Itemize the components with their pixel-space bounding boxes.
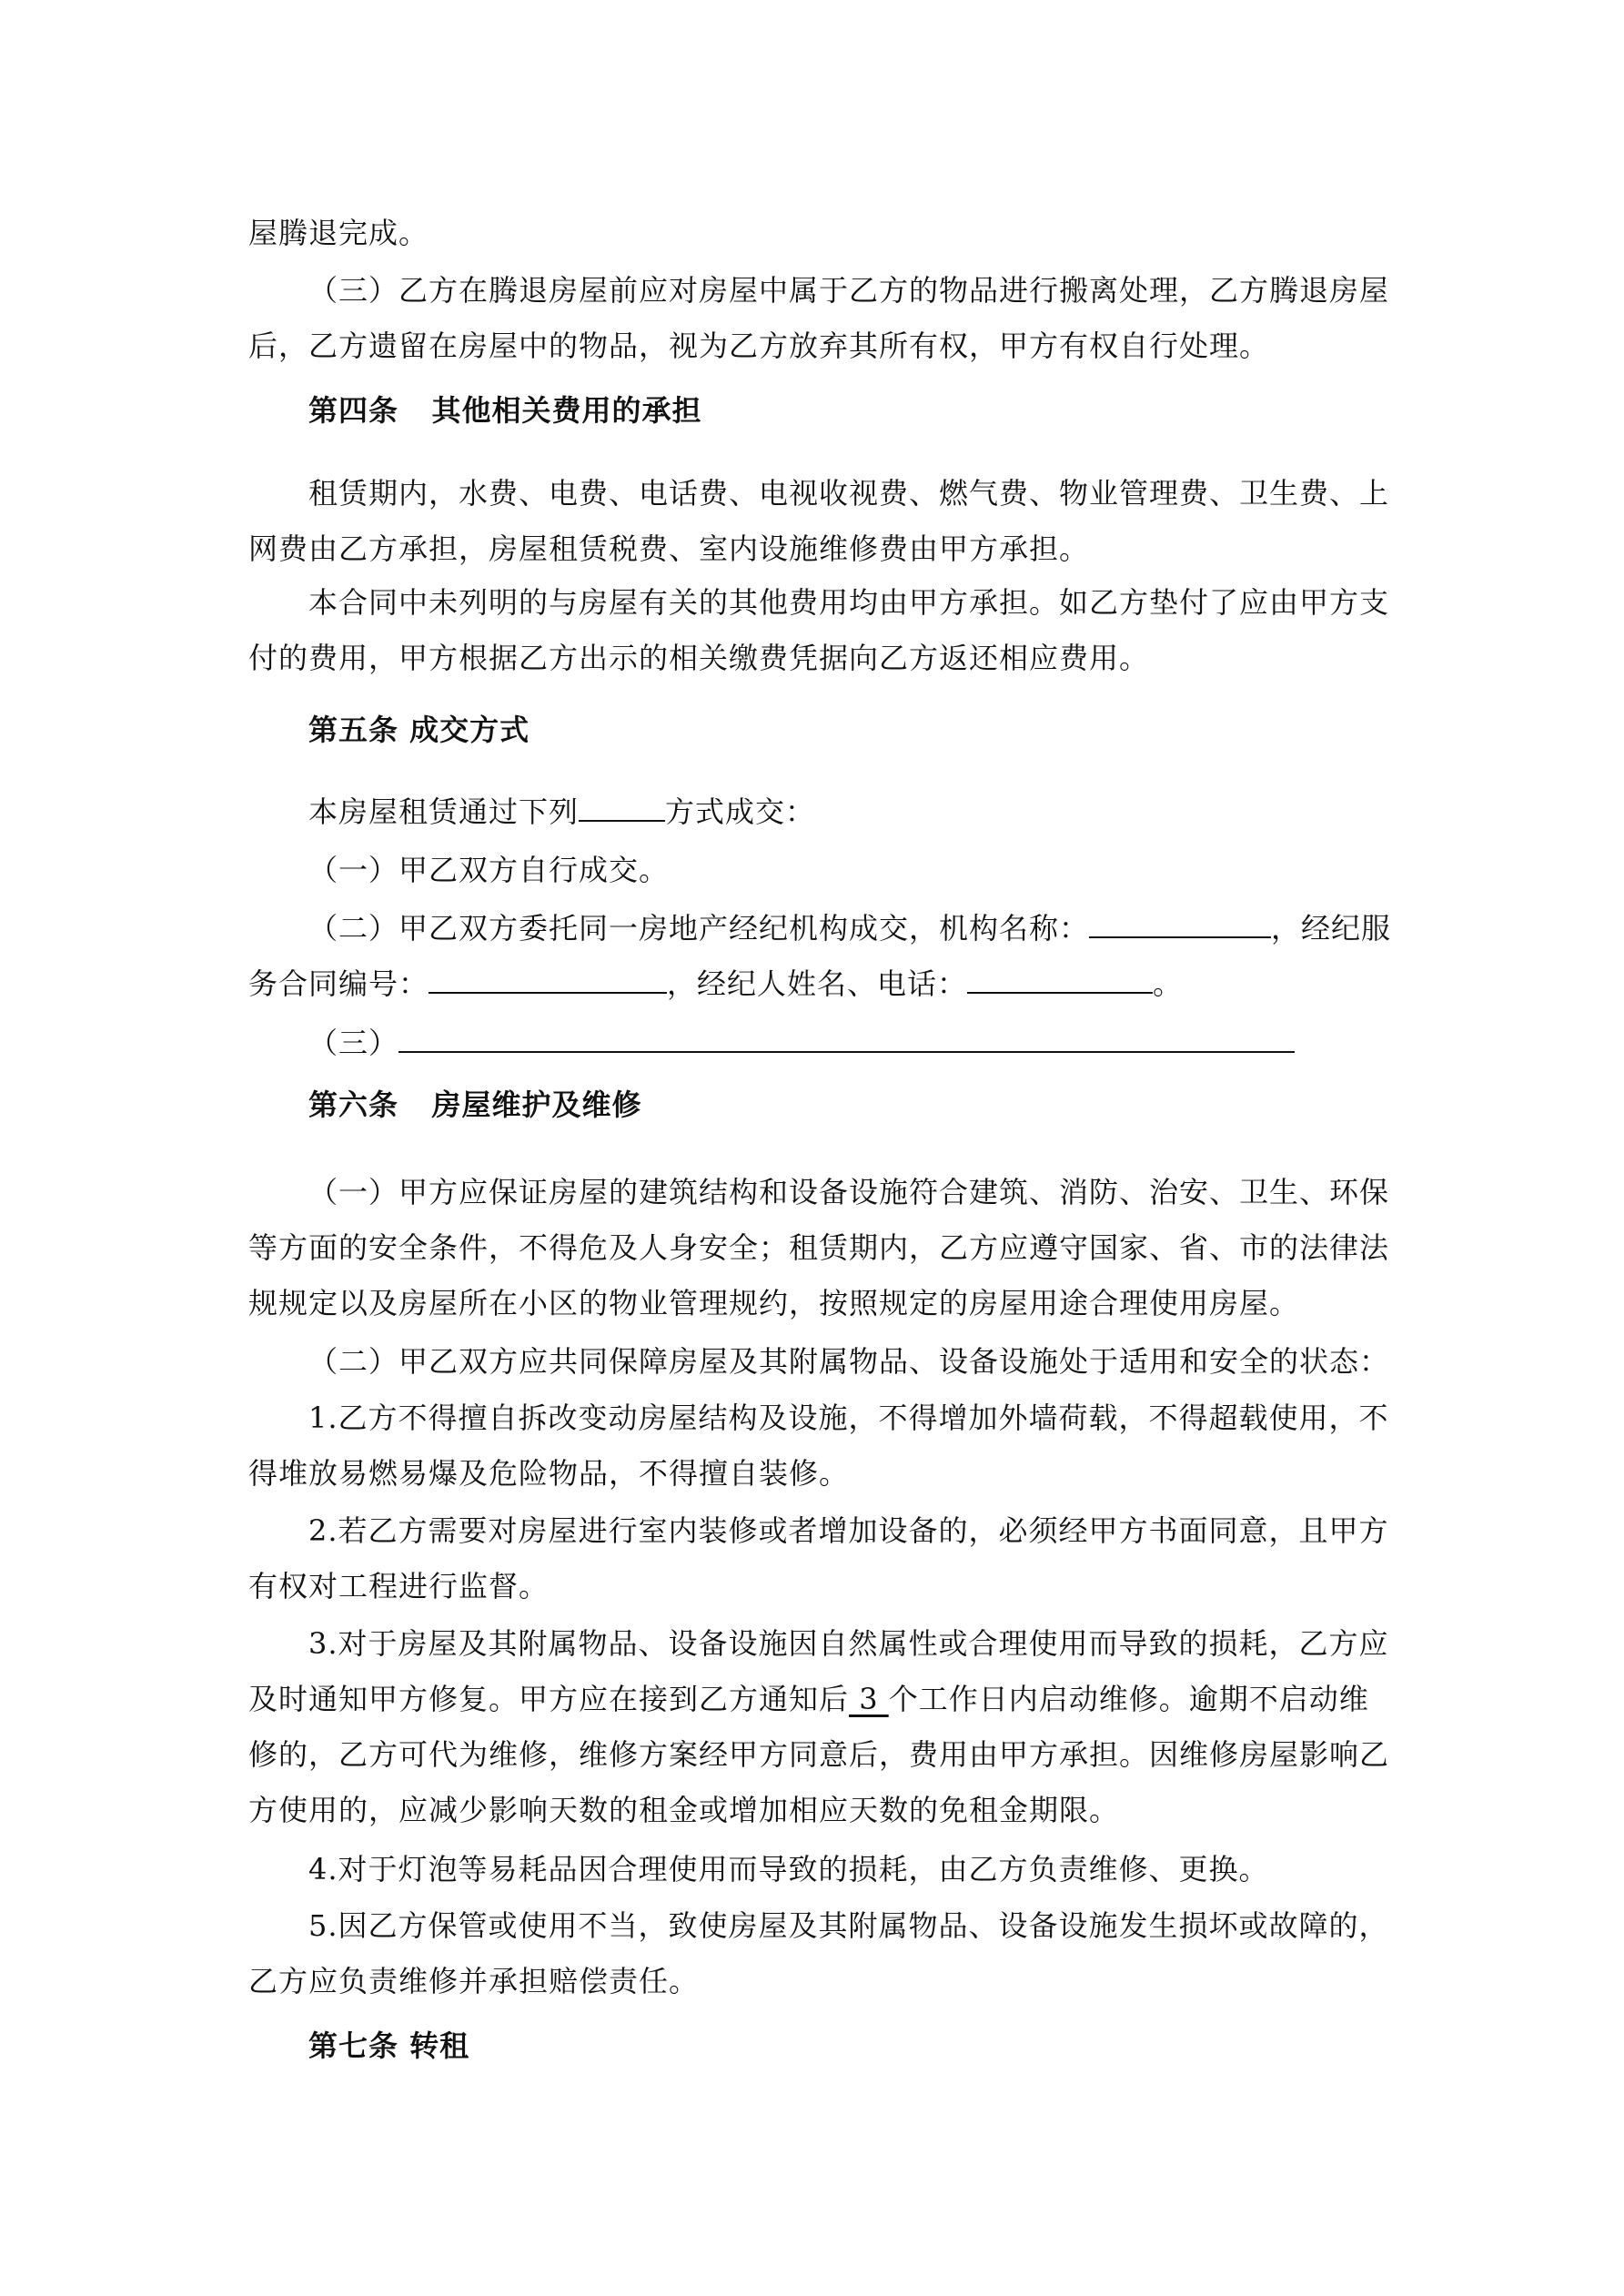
repair-days-value: 3 — [849, 1682, 889, 1716]
paragraph-5-0: 本房屋租赁通过下列 方式成交： — [308, 794, 816, 829]
paragraph-6-1: （一）甲方应保证房屋的建筑结构和设备设施符合建筑、消防、治安、卫生、环保等方面的安全条件，不得危及人身安全；租赁期内，乙方应遵守国家、省、市的法律法规规定以及房屋所在小区的物业管理规约，按照规定的房屋用途合理使用房屋。 — [248, 1175, 1390, 1320]
paragraph-5-1: （一）甲乙双方自行成交。 — [308, 853, 670, 887]
blank-method[interactable] — [579, 794, 665, 822]
article-7-heading: 第七条 转租 — [308, 2028, 470, 2063]
paragraph-6-2-2: 2.若乙方需要对房屋进行室内装修或者增加设备的，必须经甲方书面同意，且甲方有权对工程进行监督。 — [248, 1513, 1389, 1603]
paragraph-6-2: （二）甲乙双方应共同保障房屋及其附属物品、设备设施处于适用和安全的状态： — [308, 1344, 1390, 1379]
paragraph-4-1: 租赁期内，水费、电费、电话费、电视收视费、燃气费、物业管理费、卫生费、上网费由乙方承担，房屋租赁税费、室内设施维修费由甲方承担。 — [248, 476, 1390, 566]
article-5-heading: 第五条 成交方式 — [308, 713, 530, 747]
paragraph-continuation: 屋腾退完成。 — [248, 216, 429, 250]
paragraph-6-2-1: 1.乙方不得擅自拆改变动房屋结构及设施，不得增加外墙荷载，不得超载使用，不得堆放易燃易爆及危险物品，不得擅自装修。 — [248, 1401, 1389, 1491]
paragraph-6-2-4: 4.对于灯泡等易耗品因合理使用而导致的损耗，由乙方负责维修、更换。 — [308, 1852, 1269, 1886]
paragraph-5-3: （三） — [248, 1016, 1397, 1071]
blank-contract-number[interactable] — [429, 966, 667, 994]
paragraph-6-2-5: 5.因乙方保管或使用不当，致使房屋及其附属物品、设备设施发生损坏或故障的，乙方应负责维修并承担赔偿责任。 — [248, 1908, 1389, 1998]
article-4-heading: 第四条 其他相关费用的承担 — [308, 393, 702, 428]
paragraph-4-2: 本合同中未列明的与房屋有关的其他费用均由甲方承担。如乙方垫付了应由甲方支付的费用，甲方根据乙方出示的相关缴费凭据向乙方返还相应费用。 — [248, 585, 1390, 675]
paragraph-3-3: （三）乙方在腾退房屋前应对房屋中属于乙方的物品进行搬离处理，乙方腾退房屋后，乙方遗留在房屋中的物品，视为乙方放弃其所有权，甲方有权自行处理。 — [248, 273, 1390, 363]
article-6-heading: 第六条 房屋维护及维修 — [308, 1087, 642, 1122]
blank-agent-phone[interactable] — [967, 966, 1153, 994]
blank-other-method[interactable] — [398, 1026, 1295, 1053]
blank-agency-name[interactable] — [1089, 911, 1271, 938]
paragraph-6-2-3: 3.对于房屋及其附属物品、设备设施因自然属性或合理使用而导致的损耗，乙方应及时通知甲方修复。甲方应在接到乙方通知后 3 个工作日内启动维修。逾期不启动维修的，乙方可代为维修，维修方案经甲方同意后，费用由甲方承担。因维修房屋影响乙方使用的，应减少影响天数的租金或增加相应天数的免租金期限。 — [248, 1626, 1390, 1827]
paragraph-5-2: （二）甲乙双方委托同一房地产经纪机构成交，机构名称： ，经纪服务合同编号： ，经纪人姓名、电话： 。 — [248, 911, 1392, 1001]
